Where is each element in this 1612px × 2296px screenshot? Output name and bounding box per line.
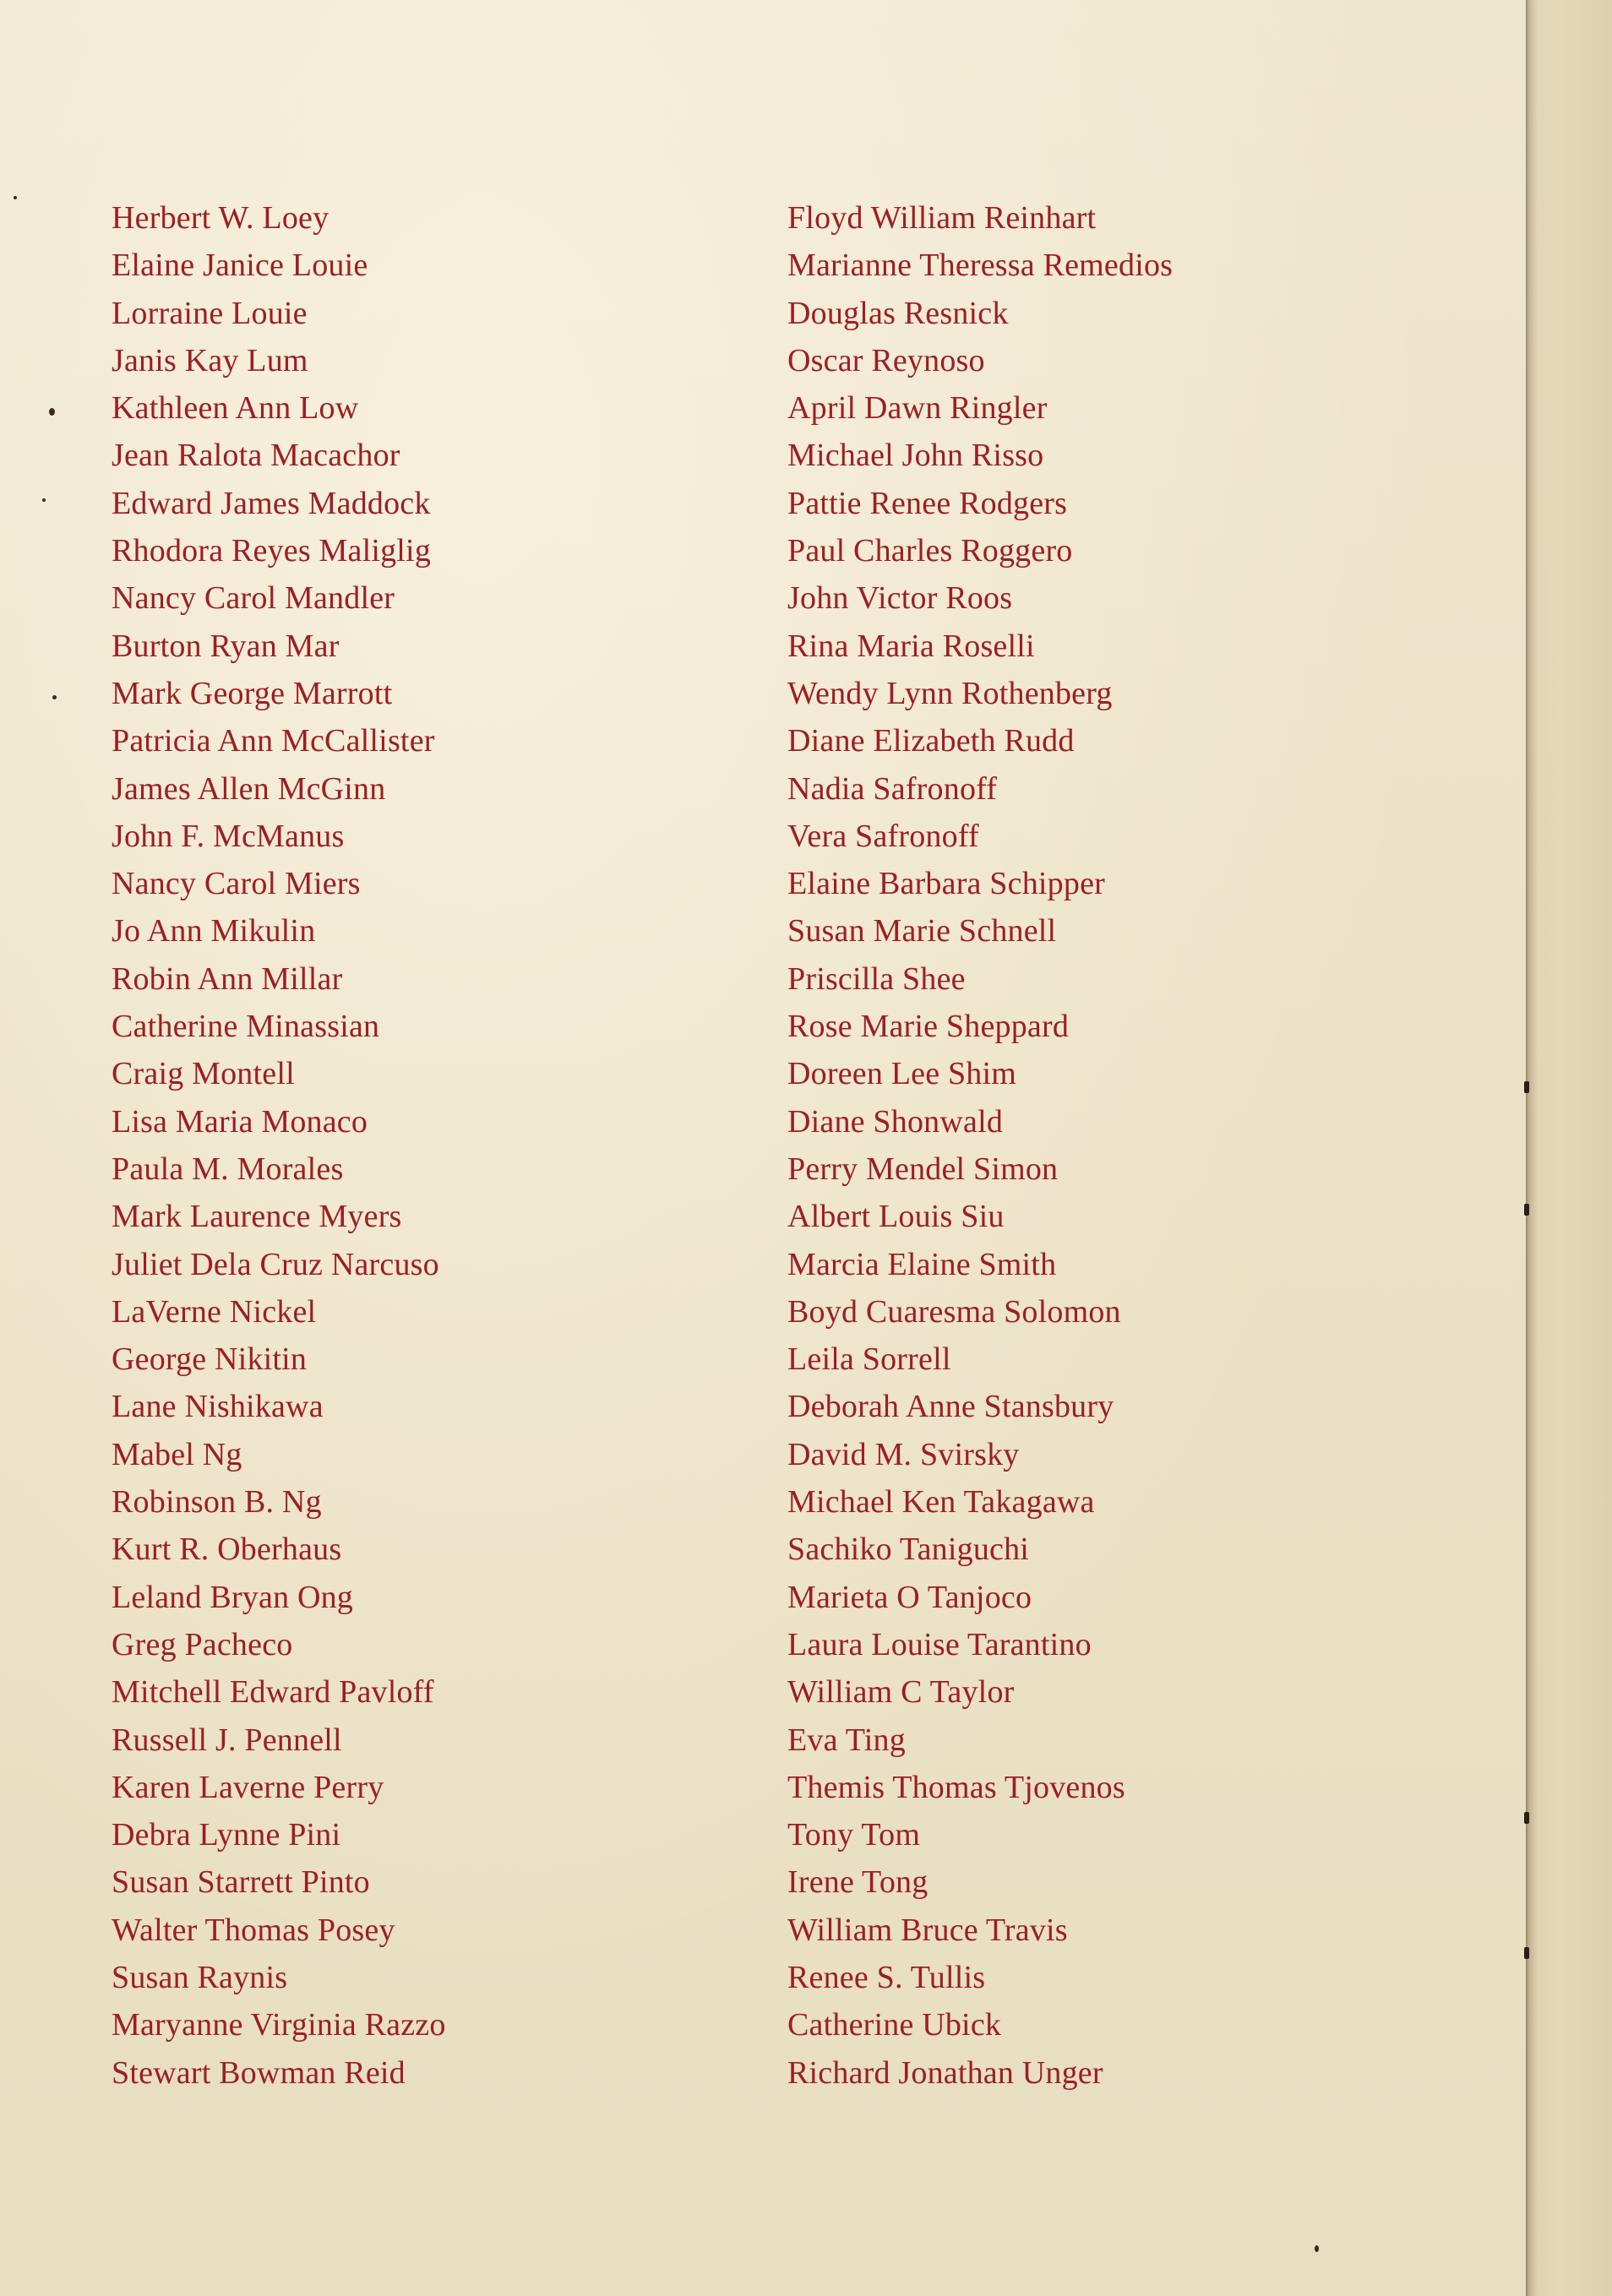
list-item: Themis Thomas Tjovenos bbox=[787, 1769, 1125, 1805]
list-item: Rina Maria Roselli bbox=[787, 628, 1035, 664]
list-item: Nancy Carol Mandler bbox=[112, 580, 395, 617]
list-item: Eva Ting bbox=[787, 1722, 906, 1758]
list-item: David M. Svirsky bbox=[787, 1436, 1020, 1472]
list-item: Rhodora Reyes Maliglig bbox=[112, 533, 432, 569]
list-item: Lane Nishikawa bbox=[112, 1389, 324, 1425]
list-item: Rose Marie Sheppard bbox=[787, 1009, 1070, 1045]
paper-speck bbox=[42, 498, 46, 502]
list-item: LaVerne Nickel bbox=[112, 1293, 317, 1330]
list-item: Elaine Barbara Schipper bbox=[787, 866, 1105, 902]
list-item: Richard Jonathan Unger bbox=[787, 2054, 1103, 2091]
list-item: Renee S. Tullis bbox=[787, 1959, 986, 1995]
list-item: Craig Montell bbox=[112, 1056, 295, 1092]
list-item: Irene Tong bbox=[787, 1864, 929, 1901]
list-item: James Allen McGinn bbox=[112, 770, 386, 807]
list-item: Priscilla Shee bbox=[787, 960, 966, 997]
list-item: Susan Raynis bbox=[112, 1959, 288, 1995]
list-item: Janis Kay Lum bbox=[112, 342, 308, 378]
paper-speck bbox=[14, 196, 17, 199]
binding-fold bbox=[1526, 0, 1612, 2296]
list-item: Diane Shonwald bbox=[787, 1103, 1004, 1140]
list-item: Laura Louise Tarantino bbox=[787, 1626, 1092, 1662]
list-item: Lisa Maria Monaco bbox=[112, 1103, 368, 1140]
list-item: Michael Ken Takagawa bbox=[787, 1484, 1095, 1521]
list-item: Deborah Anne Stansbury bbox=[787, 1389, 1114, 1425]
paper-speck bbox=[49, 408, 55, 416]
list-item: Greg Pacheco bbox=[112, 1626, 293, 1662]
list-item: George Nikitin bbox=[112, 1341, 308, 1378]
list-item: Michael John Risso bbox=[787, 438, 1044, 474]
list-item: Maryanne Virginia Razzo bbox=[112, 2007, 446, 2043]
list-item: Diane Elizabeth Rudd bbox=[787, 723, 1075, 759]
list-item: Sachiko Taniguchi bbox=[787, 1532, 1030, 1568]
list-item: Albert Louis Siu bbox=[787, 1199, 1005, 1235]
list-item: Catherine Minassian bbox=[112, 1009, 380, 1045]
list-item: Marieta O Tanjoco bbox=[787, 1579, 1032, 1615]
list-item: William C Taylor bbox=[787, 1674, 1015, 1711]
binding-stitch bbox=[1524, 1081, 1529, 1093]
list-item: William Bruce Travis bbox=[787, 1912, 1068, 1948]
list-item: Oscar Reynoso bbox=[787, 342, 985, 378]
list-item: Perry Mendel Simon bbox=[787, 1151, 1059, 1187]
list-item: Russell J. Pennell bbox=[112, 1722, 342, 1758]
binding-stitch bbox=[1524, 1812, 1529, 1824]
list-item: Susan Starrett Pinto bbox=[112, 1864, 370, 1901]
list-item: Nancy Carol Miers bbox=[112, 866, 361, 902]
list-item: Mabel Ng bbox=[112, 1436, 242, 1472]
paper-speck bbox=[1315, 2245, 1319, 2252]
list-item: Patricia Ann McCallister bbox=[112, 723, 435, 759]
list-item: Tony Tom bbox=[787, 1817, 921, 1853]
list-item: Elaine Janice Louie bbox=[112, 248, 368, 284]
list-item: Robin Ann Millar bbox=[112, 960, 343, 997]
list-item: Debra Lynne Pini bbox=[112, 1817, 341, 1853]
list-item: Kurt R. Oberhaus bbox=[112, 1532, 342, 1568]
list-item: Juliet Dela Cruz Narcuso bbox=[112, 1246, 439, 1282]
list-item: John F. McManus bbox=[112, 818, 345, 854]
list-item: Kathleen Ann Low bbox=[112, 390, 359, 427]
list-item: Mark George Marrott bbox=[112, 675, 393, 711]
name-list-left bbox=[112, 194, 720, 2097]
list-item: Karen Laverne Perry bbox=[112, 1769, 384, 1805]
list-item: Susan Marie Schnell bbox=[787, 913, 1057, 949]
list-item: Boyd Cuaresma Solomon bbox=[787, 1293, 1121, 1330]
list-item: Mitchell Edward Pavloff bbox=[112, 1674, 434, 1711]
list-item: Mark Laurence Myers bbox=[112, 1199, 402, 1235]
list-item: Catherine Ubick bbox=[787, 2007, 1002, 2043]
list-item: Jo Ann Mikulin bbox=[112, 913, 316, 949]
list-item: Marcia Elaine Smith bbox=[787, 1246, 1057, 1282]
list-item: Robinson B. Ng bbox=[112, 1484, 322, 1521]
binding-stitch bbox=[1524, 1204, 1529, 1216]
list-item: Walter Thomas Posey bbox=[112, 1912, 395, 1948]
list-item: Paul Charles Roggero bbox=[787, 533, 1073, 569]
list-item: Nadia Safronoff bbox=[787, 770, 998, 807]
list-item: John Victor Roos bbox=[787, 580, 1013, 617]
list-item: Burton Ryan Mar bbox=[112, 628, 340, 664]
list-item: Jean Ralota Macachor bbox=[112, 438, 400, 474]
list-item: Wendy Lynn Rothenberg bbox=[787, 675, 1113, 711]
list-item: Stewart Bowman Reid bbox=[112, 2054, 406, 2091]
list-item: Leland Bryan Ong bbox=[112, 1579, 354, 1615]
binding-stitch bbox=[1524, 1947, 1529, 1959]
paper-speck bbox=[52, 695, 57, 699]
list-item: Edward James Maddock bbox=[112, 485, 431, 521]
list-item: Vera Safronoff bbox=[787, 818, 979, 854]
list-item: Pattie Renee Rodgers bbox=[787, 485, 1068, 521]
list-item: Lorraine Louie bbox=[112, 295, 308, 331]
list-item: Leila Sorrell bbox=[787, 1341, 951, 1378]
list-item: Paula M. Morales bbox=[112, 1151, 344, 1187]
list-item: Floyd William Reinhart bbox=[787, 200, 1097, 236]
list-item: Herbert W. Loey bbox=[112, 200, 329, 236]
name-list-right bbox=[787, 194, 1497, 2097]
list-item: Doreen Lee Shim bbox=[787, 1056, 1017, 1092]
list-item: Douglas Resnick bbox=[787, 295, 1009, 331]
list-item: Marianne Theressa Remedios bbox=[787, 248, 1174, 284]
list-item: April Dawn Ringler bbox=[787, 390, 1048, 427]
